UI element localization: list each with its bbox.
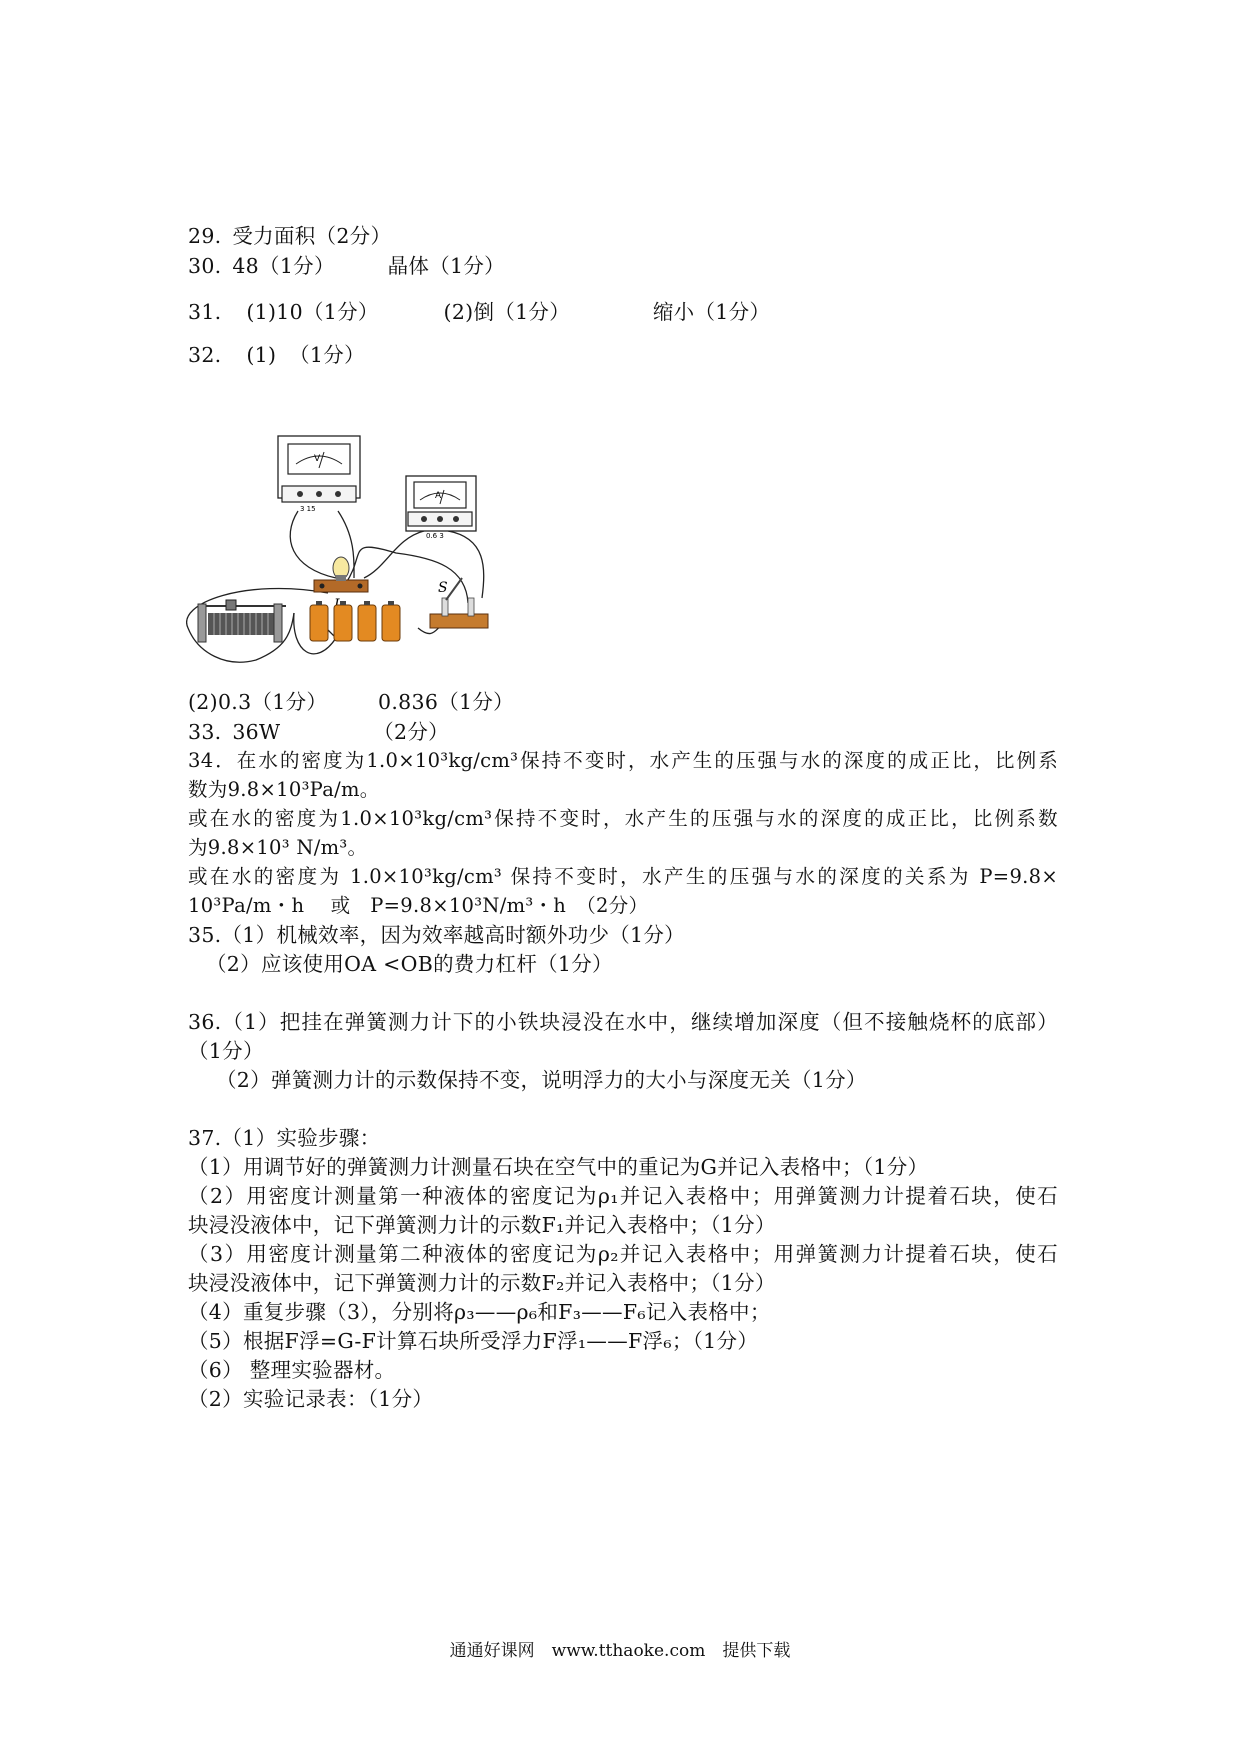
answer-34-line-2: 数为9.8×10³Pa/m。 [188,778,380,801]
answer-35-line-1: 35.（1）机械效率，因为效率越高时额外功少（1分） [188,923,685,947]
answer-33 [188,722,449,743]
answer-31 [188,302,770,323]
answer-37-line-8: （5）根据F浮=G-F计算石块所受浮力F浮₁——F浮₆；（1分） [188,1329,759,1353]
answer-31-part3: 缩小（1分） [652,300,771,324]
answer-31-part2: (2)倒（1分） [443,300,571,324]
answer-33-part2: （2分） [373,720,449,744]
answer-31-num: 31. [188,300,222,324]
answer-33-part1: 36W [232,720,281,744]
switch-label: S [438,580,448,596]
answer-29 [188,226,391,247]
answer-37-line-6: 块浸没液体中，记下弹簧测力计的示数F₂并记入表格中；（1分） [188,1271,776,1295]
answer-32 [188,345,365,366]
answer-33-num: 33. [188,720,222,744]
answer-34-line-5: 或在水的密度为 1.0×10³kg/cm³ 保持不变时，水产生的压强与水的深度的关系为 P=9.8× [188,865,1058,888]
answer-32-2 [188,692,514,713]
answer-35-line-2: （2）应该使用OA <OB的费力杠杆（1分） [206,952,613,976]
answer-29-num: 29. [188,224,222,248]
answer-32-part4: 0.836（1分） [378,690,514,714]
voltmeter [278,436,360,513]
answer-30-part1: 48（1分） [232,254,335,278]
page-footer: 通通好课网 www.tthaoke.com 提供下载 [449,1641,791,1661]
ammeter-label: A [435,491,442,501]
answer-37-line-4: 块浸没液体中，记下弹簧测力计的示数F₁并记入表格中；（1分） [188,1213,776,1237]
answer-29-text: 受力面积（2分） [232,224,392,248]
answer-37-line-3: （2）用密度计测量第一种液体的密度记为ρ₁并记入表格中；用弹簧测力计提着石块，使石 [188,1184,1058,1208]
rheostat [198,600,286,642]
answer-32-part3: (2)0.3（1分） [188,690,328,714]
batteries [310,601,400,641]
answer-36-line-2: （1分） [188,1039,264,1063]
answer-36-line-3: （2）弹簧测力计的示数保持不变，说明浮力的大小与深度无关（1分） [216,1068,867,1092]
answer-34-line-6: 10³Pa/m・h 或 P=9.8×10³N/m³・h （2分） [188,894,649,917]
circuit-diagram [186,428,566,673]
voltmeter-terminals: 3 15 [300,505,316,513]
ammeter-terminals: 0.6 3 [426,532,444,540]
answer-37-line-7: （4）重复步骤（3），分别将ρ₃——ρ₆和F₃——F₆记入表格中； [188,1300,771,1324]
answer-37-line-9: （6） 整理实验器材。 [188,1358,396,1382]
answer-30 [188,256,505,277]
answer-30-part2: 晶体（1分） [387,254,505,278]
answer-34-line-1: 34．在水的密度为1.0×10³kg/cm³保持不变时，水产生的压强与水的深度的成正比，比例系 [188,749,1058,772]
answer-37-line-5: （3）用密度计测量第二种液体的密度记为ρ₂并记入表格中；用弹簧测力计提着石块，使石 [188,1242,1058,1266]
voltmeter-label: V [314,454,321,464]
ammeter [406,476,476,540]
answer-31-part1: (1)10（1分） [246,300,379,324]
answer-34-line-4: 为9.8×10³ N/m³。 [188,836,368,859]
answer-37-line-10: （2）实验记录表：（1分） [188,1387,434,1411]
answer-32-part1: (1) [246,343,277,367]
answer-32-part2: （1分） [289,343,365,367]
answer-37-line-2: （1）用调节好的弹簧测力计测量石块在空气中的重记为G并记入表格中；（1分） [188,1155,929,1179]
answer-34-line-3: 或在水的密度为1.0×10³kg/cm³保持不变时，水产生的压强与水的深度的成正比，比例系数 [188,807,1058,830]
answer-30-num: 30. [188,254,222,278]
answer-37-line-1: 37.（1）实验步骤： [188,1126,381,1150]
answer-36-line-1: 36.（1）把挂在弹簧测力计下的小铁块浸没在水中，继续增加深度（但不接触烧杯的底部） [188,1010,1058,1034]
switch [430,578,488,628]
answer-32-num: 32. [188,343,222,367]
